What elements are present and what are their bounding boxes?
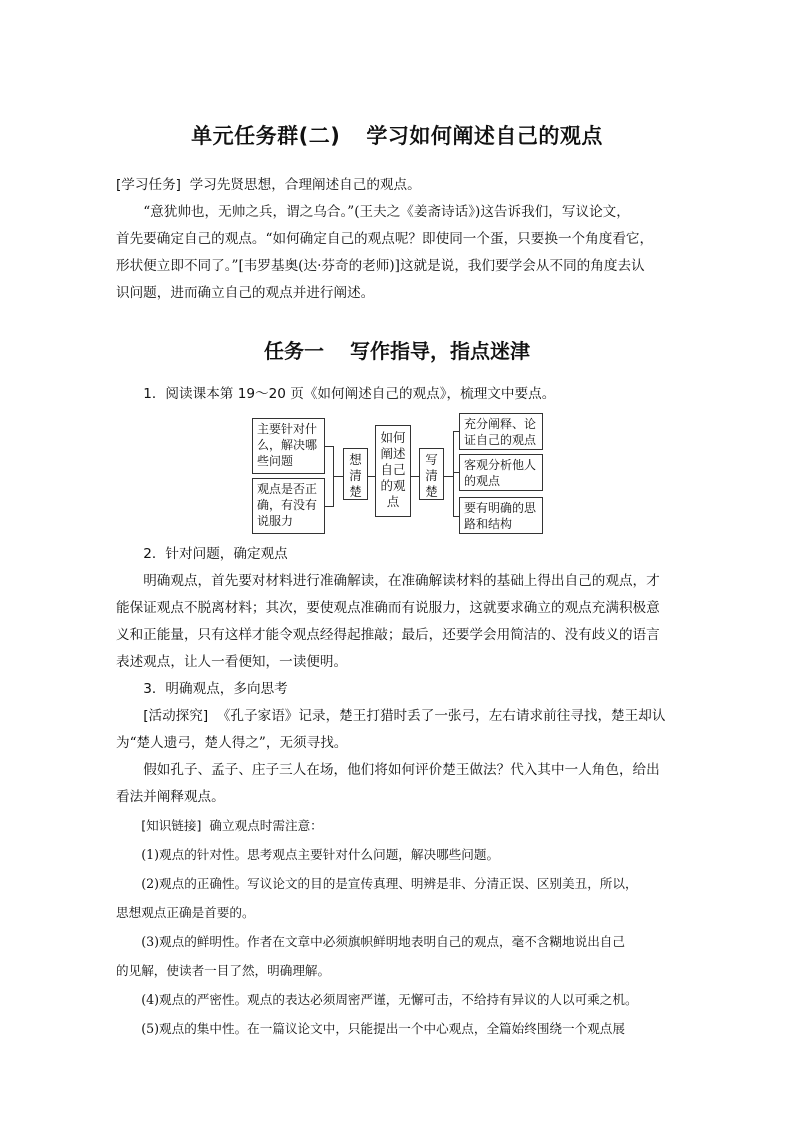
- title-right: 学习如何阐述自己的观点: [366, 124, 603, 148]
- knowledge-section: [116, 811, 682, 1043]
- page-title: [0, 120, 794, 150]
- diagram-center: [375, 425, 411, 517]
- diagram-mid2: [419, 448, 444, 500]
- knowledge-line-5: 的见解，使读者一目了然，明确理解。: [116, 963, 331, 978]
- diagram-left-top: 主要针对什么，解决哪些问题: [252, 418, 325, 474]
- mid1-text: 想清楚: [349, 452, 362, 499]
- knowledge-line-7: (5)观点的集中性。在一篇议论文中，只能提出一个中心观点，全篇始终围绕一个观点展: [141, 1021, 625, 1036]
- knowledge-intro: 确立观点时需注意：: [209, 818, 323, 833]
- diagram-right2: 客观分析他人的观点: [459, 454, 543, 491]
- intro-line-2: 首先要确定自己的观点。“如何确定自己的观点呢？即使同一个蛋，只要换一个角度看它，: [116, 231, 654, 247]
- item1-block: [116, 381, 682, 408]
- para2-line-4: 表述观点，让人一看便知，一读便明。: [116, 654, 348, 670]
- intro-line-4: 识问题，进而确立自己的观点并进行阐述。: [116, 285, 375, 301]
- task1-left: 任务一: [264, 339, 324, 363]
- knowledge-tag: [知识链接]: [141, 818, 202, 833]
- para2-line-3: 义和正能量，只有这样才能令观点经得起推敲；最后，还要学会用简洁的、没有歧义的语言: [116, 627, 660, 643]
- item3-heading: 3．明确观点，多向思考: [143, 681, 288, 697]
- diagram-left-bottom: 观点是否正确，有没有说服力: [252, 478, 325, 534]
- mid2-text: 写清楚: [425, 452, 438, 499]
- item1-text: 1．阅读课本第 19～20 页《如何阐述自己的观点》，梳理文中要点。: [143, 386, 556, 402]
- intro-section: [116, 172, 682, 307]
- item2-heading: 2．针对问题，确定观点: [143, 546, 288, 562]
- title-left: 单元任务群(二): [191, 124, 341, 148]
- knowledge-line-1: (1)观点的针对性。思考观点主要针对什么问题，解决哪些问题。: [141, 847, 500, 862]
- diagram-right1: 充分阐释、论证自己的观点: [459, 413, 543, 450]
- intro-line-3: 形状便立即不同了。”[韦罗基奥(达·芬奇的老师)]这就是说，我们要学会从不同的角度去认: [116, 258, 645, 274]
- knowledge-line-6: (4)观点的严密性。观点的表达必须周密严谨，无懈可击，不给持有异议的人以可乘之机。: [141, 992, 638, 1007]
- item2-block: [116, 541, 682, 811]
- knowledge-line-2: (2)观点的正确性。写议论文的目的是宣传真理、明辨是非、分清正误、区别美丑，所以，: [141, 876, 638, 891]
- para2-line-2: 能保证观点不脱离材料；其次，要使观点准确而有说服力，这就要求确立的观点充满积极意: [116, 600, 660, 616]
- question-line-2: 看法并阐释观点。: [116, 789, 225, 805]
- para2-line-1: 明确观点，首先要对材料进行准确解读，在准确解读材料的基础上得出自己的观点，才: [143, 573, 660, 589]
- learning-task-text: 学习先贤思想，合理阐述自己的观点。: [189, 177, 421, 193]
- knowledge-line-3: 思想观点正确是首要的。: [116, 905, 255, 920]
- activity-line-1: 《孔子家语》记录，楚王打猎时丢了一张弓，左右请求前往寻找，楚王却认: [216, 708, 666, 724]
- diagram-mid1: [343, 448, 368, 500]
- diagram-right3: 要有明确的思路和结构: [459, 497, 543, 534]
- task1-right: 写作指导，指点迷津: [350, 339, 530, 363]
- center-text: 如何阐述自己的观点: [380, 430, 406, 509]
- activity-line-2: 为“楚人遗弓，楚人得之”，无须寻找。: [116, 735, 348, 751]
- learning-task-tag: [学习任务]: [116, 177, 181, 193]
- activity-tag: [活动探究]: [143, 708, 209, 724]
- knowledge-line-4: (3)观点的鲜明性。作者在文章中必须旗帜鲜明地表明自己的观点，毫不含糊地说出自己: [141, 934, 625, 949]
- question-line-1: 假如孔子、孟子、庄子三人在场，他们将如何评价楚王做法？代入其中一人角色，给出: [143, 762, 660, 778]
- intro-line-1: “意犹帅也，无帅之兵，谓之乌合。”(王夫之《姜斋诗话》)这告诉我们，写议论文，: [143, 204, 630, 220]
- task1-heading: [0, 335, 794, 364]
